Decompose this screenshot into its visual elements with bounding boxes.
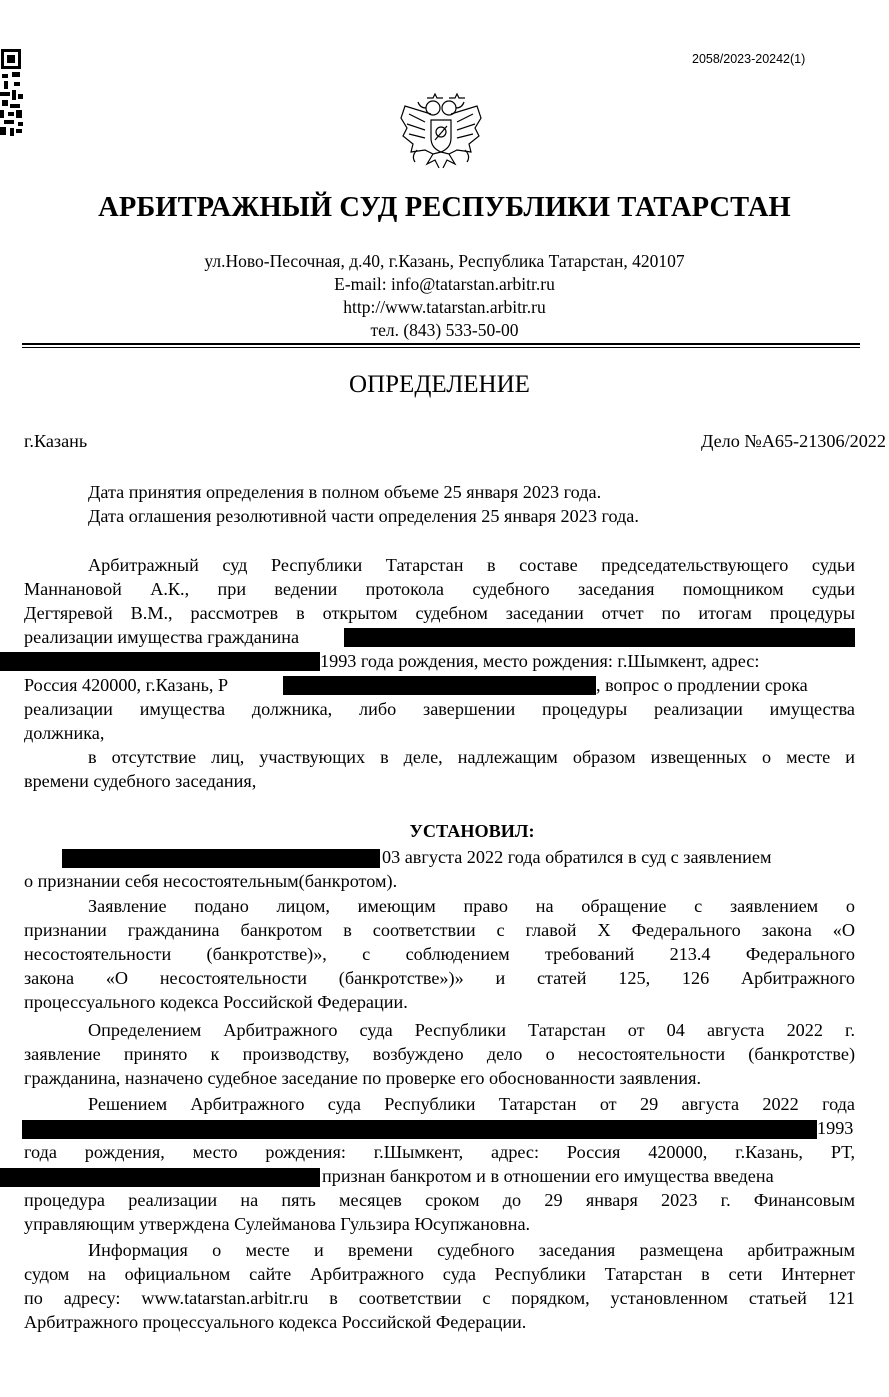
court-website: http://www.tatarstan.arbitr.ru — [343, 297, 546, 317]
p2-line-1: Заявление подано лицом, имеющим право на обращение с заявлением о — [88, 896, 855, 916]
intro-line-5: 1993 года рождения, место рождения: г.Шымкент, адрес: — [320, 651, 760, 671]
intro-line-6a: Россия 420000, г.Казань, Р — [24, 675, 229, 695]
redaction-debtor-name — [344, 628, 855, 647]
intro-line-2: Маннановой А.К., при ведении протокола судебного заседания помощником судьи — [24, 579, 855, 599]
intro-line-8: должника, — [24, 723, 105, 743]
p4-line-3: года рождения, место рождения: г.Шымкент, адрес: Россия 420000, г.Казань, РТ, — [24, 1142, 855, 1162]
court-email: E-mail: info@tatarstan.arbitr.ru — [334, 274, 555, 294]
p1-line-2: о признании себя несостоятельным(банкротом). — [24, 871, 398, 891]
p4-line-5: процедура реализации на пять месяцев сроком до 29 января 2023 г. Финансовым — [24, 1190, 855, 1210]
case-number: Дело №А65-21306/2022 — [700, 431, 886, 451]
operative-part-date: Дата оглашения резолютивной части определения 25 января 2023 года. — [88, 506, 639, 526]
redaction-debtor-name-2 — [62, 849, 380, 868]
p2-line-2: признании гражданина банкротом в соответствии с главой X Федерального закона «О — [24, 920, 855, 940]
p3-line-3: гражданина, назначено судебное заседание по проверке его обоснованности заявления. — [24, 1068, 702, 1088]
p5-line-1: Информация о месте и времени судебного заседания размещена арбитражным — [88, 1240, 855, 1260]
p3-line-2: заявление принято к производству, возбуждено дело о несостоятельности (банкротстве) — [24, 1044, 855, 1064]
qr-code-icon — [0, 48, 24, 138]
p2-line-4: закона «О несостоятельности (банкротстве»)» и статей 125, 126 Арбитражного — [24, 968, 855, 988]
p4-line-4: признан банкротом и в отношении его имущества введена — [322, 1166, 774, 1186]
p4-line-2: 1993 — [817, 1118, 854, 1138]
full-text-date: Дата принятия определения в полном объеме 25 января 2023 года. — [88, 482, 602, 502]
intro-line-7: реализации имущества должника, либо завершении процедуры реализации имущества — [24, 699, 855, 719]
absence-line-2: времени судебного заседания, — [24, 771, 257, 791]
document-title: ОПРЕДЕЛЕНИЕ — [349, 371, 530, 398]
p3-line-1: Определением Арбитражного суда Республики Татарстан от 04 августа 2022 г. — [88, 1020, 855, 1040]
redaction-debtor-details — [22, 1120, 817, 1139]
coat-of-arms-icon — [397, 92, 485, 172]
header-divider-thick — [22, 343, 860, 345]
redaction-address — [283, 676, 596, 695]
p5-line-2: судом на официальном сайте Арбитражного суда Республики Татарстан в сети Интернет — [24, 1264, 855, 1284]
intro-line-4: реализации имущества гражданина — [24, 627, 300, 647]
p5-line-3: по адресу: www.tatarstan.arbitr.ru в соответствии с порядком, установленном статьей 121 — [24, 1288, 855, 1308]
p4-line-6: управляющим утверждена Сулейманова Гульзира Юсупжановна. — [24, 1214, 531, 1234]
p4-line-1: Решением Арбитражного суда Республики Татарстан от 29 августа 2022 года — [88, 1094, 855, 1114]
court-address: ул.Ново-Песочная, д.40, г.Казань, Республика Татарстан, 420107 — [204, 251, 685, 271]
p2-line-3: несостоятельности (банкротстве)», с соблюдением требований 213.4 Федерального — [24, 944, 855, 964]
intro-line-6b: , вопрос о продлении срока — [596, 675, 808, 695]
intro-line-3: Дегтяревой В.М., рассмотрев в открытом судебном заседании отчет по итогам процедуры — [24, 603, 855, 623]
absence-line-1: в отсутствие лиц, участвующих в деле, надлежащим образом извещенных о месте и — [88, 747, 855, 767]
redaction-debtor-address — [0, 1168, 320, 1187]
court-phone: тел. (843) 533-50-00 — [370, 320, 519, 340]
court-name: АРБИТРАЖНЫЙ СУД РЕСПУБЛИКИ ТАТАРСТАН — [98, 192, 791, 223]
p1-line-1: 03 августа 2022 года обратился в суд с заявлением — [382, 847, 772, 867]
intro-line-1: Арбитражный суд Республики Татарстан в составе председательствующего судьи — [88, 555, 855, 575]
redaction-snils — [0, 652, 320, 671]
p2-line-5: процессуального кодекса Российской Федерации. — [24, 992, 408, 1012]
established-heading: УСТАНОВИЛ: — [409, 821, 535, 841]
city: г.Казань — [24, 431, 88, 451]
header-divider-thin — [22, 347, 860, 348]
document-barcode-number: 2058/2023-20242(1) — [692, 52, 806, 66]
p5-line-4: Арбитражного процессуального кодекса Российской Федерации. — [24, 1312, 527, 1332]
